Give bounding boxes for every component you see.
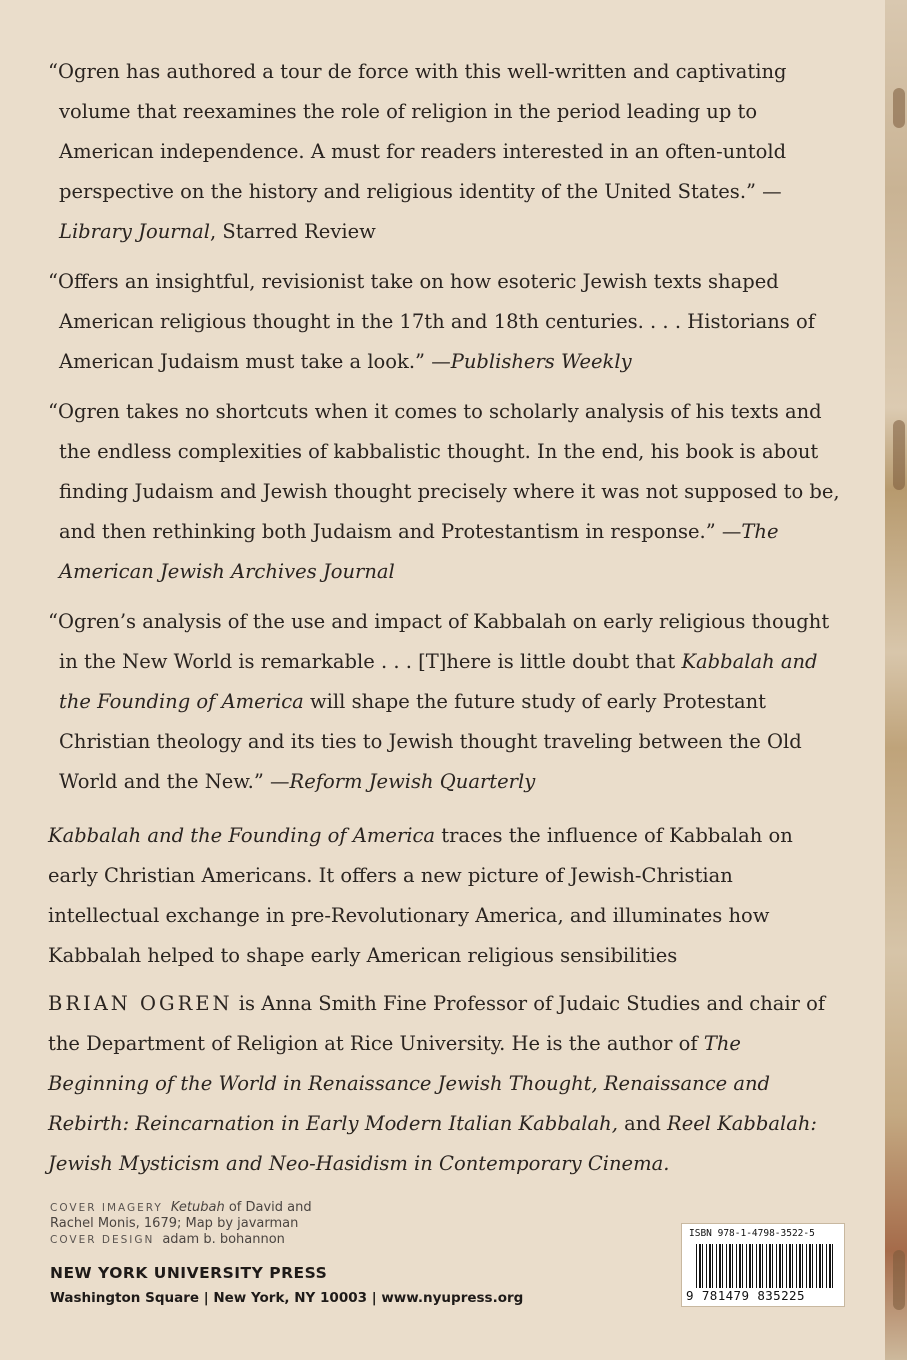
book-title: Kabbalah and the Founding of America bbox=[59, 650, 818, 713]
publisher-block bbox=[50, 1264, 523, 1306]
book-title: The Beginning of the World in Renaissance Jewish Thought, Renaissance and Rebirth: Reincarnation in Early Modern Italian Kabbalah, bbox=[48, 1032, 771, 1135]
book-title: Kabbalah and the Founding of America bbox=[48, 824, 436, 847]
review-quote bbox=[48, 392, 848, 592]
credit-text: of David and bbox=[224, 1200, 312, 1215]
description-text: traces the influence of Kabbalah on early Christian Americans. It offers a new picture of Jewish-Christian intellectual exchange in pre-Revolutionary America, and illuminates how Kabbalah helped to shape early American religious sensibilities bbox=[48, 824, 793, 967]
publisher-name: NEW YORK UNIVERSITY PRESS bbox=[50, 1264, 328, 1282]
review-source: Library Journal bbox=[59, 220, 211, 243]
review-quote bbox=[48, 262, 848, 382]
book-description bbox=[48, 816, 848, 976]
credit-text: Rachel Monis, 1679; Map by javarman bbox=[50, 1216, 299, 1231]
review-source: Publishers Weekly bbox=[450, 350, 632, 373]
author-name: BRIAN OGREN bbox=[48, 992, 233, 1015]
review-suffix: , Starred Review bbox=[210, 220, 376, 243]
ornament-mark bbox=[893, 1250, 905, 1310]
book-title: Reel Kabbalah: Jewish Mysticism and Neo-Hasidism in Contemporary Cinema. bbox=[48, 1112, 817, 1175]
credit-label: COVER IMAGERY bbox=[50, 1202, 163, 1214]
review-text: “Ogren has authored a tour de force with this well-written and captivating volume that reexamines the role of religion in the period leading up to American independence. A must for readers interested in an often-untold perspective on the history and religious identity of the United States.” — bbox=[48, 60, 787, 203]
review-text: will shape the future study of early Protestant Christian theology and its ties to Jewish thought traveling between the Old World and the New.” — bbox=[59, 690, 802, 793]
credit-title: Ketubah bbox=[170, 1200, 225, 1215]
bio-text: and bbox=[617, 1112, 668, 1135]
review-text: “Offers an insightful, revisionist take on how esoteric Jewish texts shaped American religious thought in the 17th and 18th centuries. . . . Historians of American Judaism must take a look.” — bbox=[48, 270, 815, 373]
credit-label: COVER DESIGN bbox=[50, 1234, 155, 1246]
review-source: Reform Jewish Quarterly bbox=[289, 770, 536, 793]
review-quote bbox=[48, 602, 848, 802]
isbn-label: ISBN 978-1-4798-3522-5 bbox=[689, 1228, 815, 1239]
cover-art-edge bbox=[885, 0, 907, 1360]
author-bio bbox=[48, 984, 848, 1184]
bio-text: is Anna Smith Fine Professor of Judaic Studies and chair of the Department of Religion at Rice University. He is the author of bbox=[48, 992, 826, 1055]
credit-text: adam b. bohannon bbox=[162, 1232, 285, 1247]
review-text: “Ogren’s analysis of the use and impact of Kabbalah on early religious thought in the New World is remarkable . . . [T]here is little doubt that bbox=[48, 610, 830, 673]
review-quote bbox=[48, 52, 848, 252]
ornament-mark bbox=[893, 88, 905, 128]
barcode-bars bbox=[696, 1244, 836, 1288]
review-text: “Ogren takes no shortcuts when it comes to scholarly analysis of his texts and the endless complexities of kabbalistic thought. In the end, his book is about finding Judaism and Jewish thought precisely where it was not supposed to be, and then rethinking both Judaism and Protestantism in response.” — bbox=[48, 400, 840, 543]
ornament-mark bbox=[893, 420, 905, 490]
isbn-barcode bbox=[681, 1223, 845, 1307]
barcode-number: 9 781479 835225 bbox=[686, 1288, 805, 1303]
cover-credits bbox=[50, 1200, 312, 1248]
publisher-address: Washington Square | New York, NY 10003 | www.nyupress.org bbox=[50, 1290, 524, 1306]
review-source: The American Jewish Archives Journal bbox=[59, 520, 779, 583]
back-cover-text bbox=[48, 52, 848, 1184]
